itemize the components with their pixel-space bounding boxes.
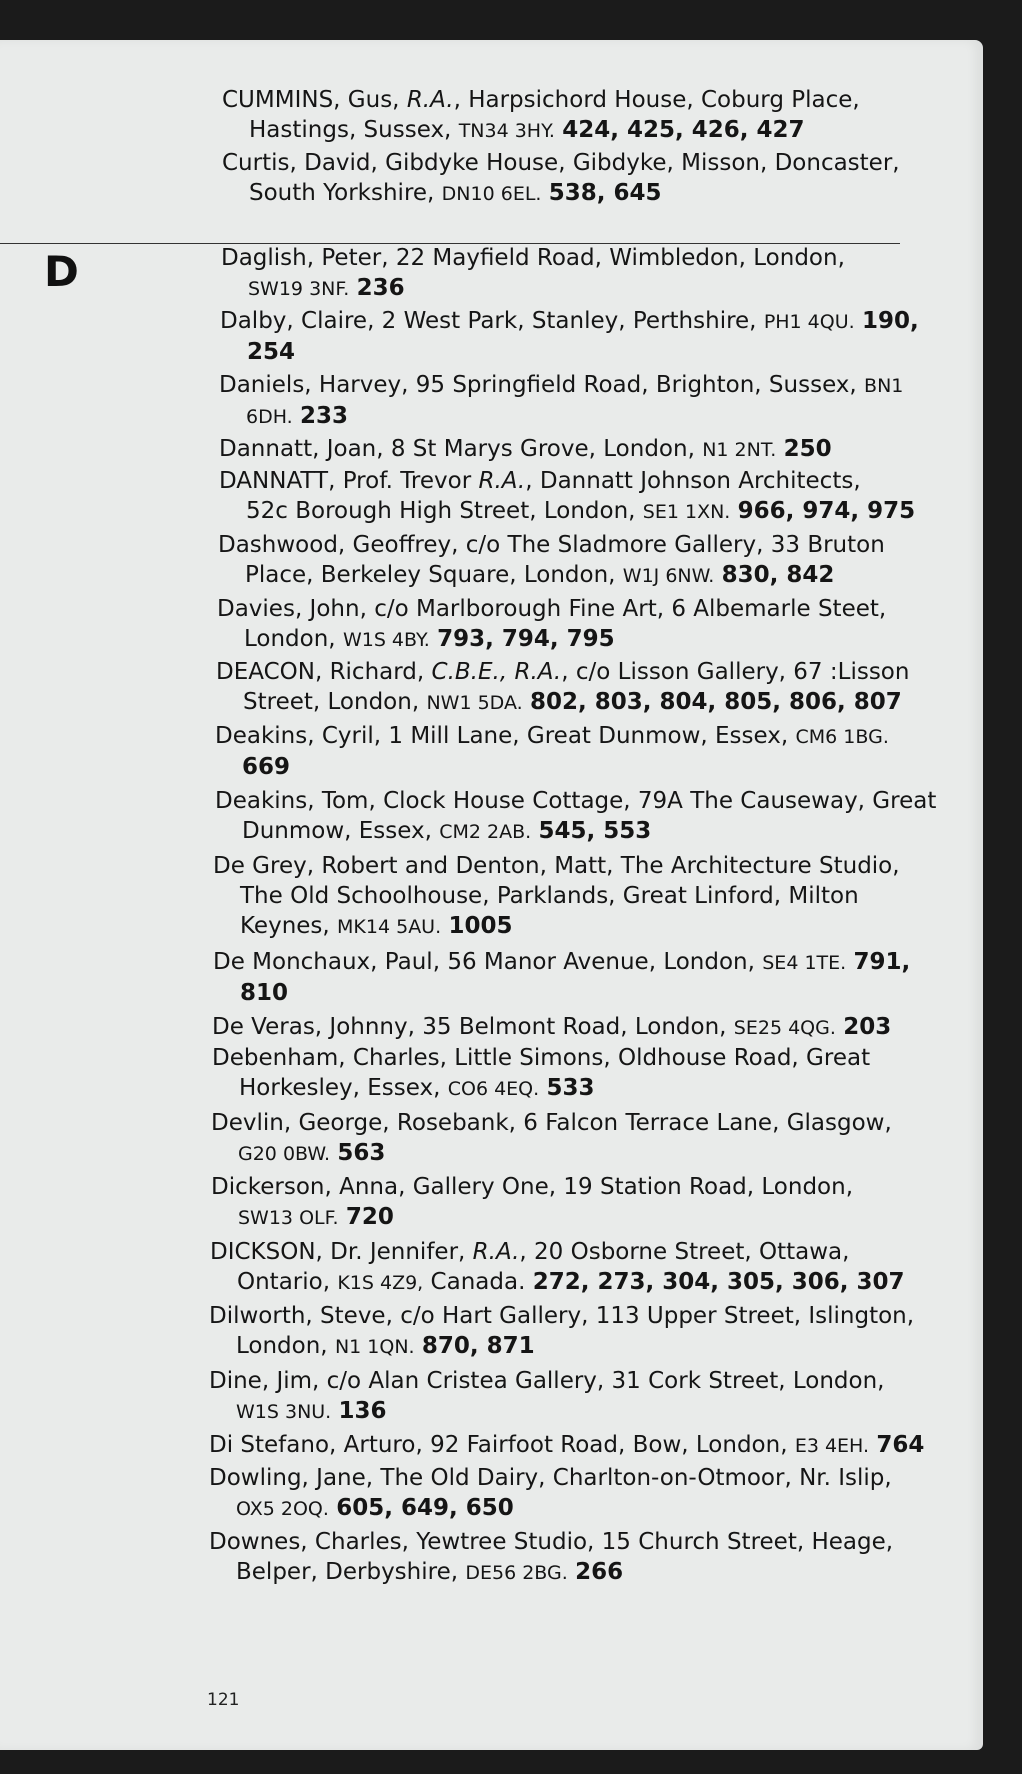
entry-text	[293, 403, 300, 429]
entry-text: Dickerson, Anna, Gallery One, 19 Station Road, London,	[211, 1174, 854, 1200]
entry-text	[714, 562, 721, 588]
entry-line	[219, 434, 832, 465]
entry-line	[209, 1331, 914, 1362]
entry-text: London,	[236, 1333, 335, 1359]
index-entry	[209, 1527, 893, 1588]
entry-text: Belper, Derbyshire,	[236, 1559, 466, 1585]
entry-line	[222, 178, 900, 209]
entry-text: Dilworth, Steve, c/o Hart Gallery, 113 Upper Street, Islington,	[209, 1303, 915, 1329]
entry-text: Dunmow, Essex,	[242, 818, 440, 844]
entry-text	[568, 1559, 575, 1585]
entry-text	[846, 949, 853, 975]
index-entry	[222, 148, 900, 209]
entry-line	[212, 1043, 870, 1073]
entry-text	[349, 275, 356, 301]
page-references: 720	[345, 1204, 394, 1230]
entry-line	[216, 687, 909, 718]
postcode: K1S 4Z9,	[337, 1272, 424, 1294]
entry-text: Downes, Charles, Yewtree Studio, 15 Church Street, Heage,	[209, 1529, 894, 1555]
page-references: 1005	[448, 913, 513, 939]
index-entry	[217, 594, 886, 655]
entry-line	[215, 721, 889, 752]
entry-text: Dannatt, Joan, 8 St Marys Grove, London,	[219, 436, 703, 462]
entry-text	[855, 308, 862, 334]
postcode: W1S 3NU.	[236, 1401, 332, 1423]
entry-line	[222, 85, 860, 115]
entry-text	[531, 818, 538, 844]
entry-text: CUMMINS, Gus,	[222, 87, 407, 113]
entry-line	[218, 560, 885, 591]
entry-line	[212, 1073, 870, 1104]
page-references: 563	[337, 1140, 386, 1166]
page-references: 793, 794, 795	[437, 626, 615, 652]
postcode: 6DH.	[246, 406, 293, 428]
entry-line	[213, 947, 910, 978]
entry-line	[222, 148, 900, 178]
postcode: SW13 OLF.	[238, 1207, 339, 1229]
postcode: CM2 2AB.	[439, 821, 532, 843]
entry-line	[213, 851, 900, 881]
postcode: CM6 1BG.	[795, 726, 889, 748]
entry-line	[213, 881, 900, 911]
page-references: 233	[300, 403, 349, 429]
entry-text: Dalby, Claire, 2 West Park, Stanley, Perthshire,	[220, 308, 764, 334]
entry-line	[219, 401, 903, 432]
index-entry	[209, 1463, 892, 1524]
entry-line	[209, 1430, 924, 1461]
postcode: CO6 4EQ.	[447, 1078, 540, 1100]
entry-text	[339, 1204, 346, 1230]
page-references: 764	[876, 1432, 925, 1458]
index-entry	[211, 1172, 853, 1233]
postcode: SE4 1TE.	[762, 952, 847, 974]
page-references: 870, 871	[421, 1333, 535, 1359]
entry-line	[209, 1463, 892, 1493]
index-entry	[209, 1301, 914, 1362]
honorific: C.B.E., R.A.	[431, 659, 562, 685]
postcode: N1 1QN.	[334, 1336, 415, 1358]
entry-line	[209, 1527, 893, 1557]
postcode: W1S 4BY.	[342, 629, 430, 651]
page-references: 533	[546, 1075, 595, 1101]
entry-line	[210, 1267, 904, 1298]
section-letter: D	[44, 247, 79, 296]
postcode: DN10 6EL.	[441, 183, 542, 205]
postcode: TN34 3HY.	[458, 120, 555, 142]
entry-text: Curtis, David, Gibdyke House, Gibdyke, Misson, Doncaster,	[222, 150, 900, 176]
entry-text: , c/o Lisson Gallery, 67 :Lisson	[561, 659, 910, 685]
index-entry	[210, 1237, 904, 1298]
index-entry	[209, 1430, 924, 1461]
postcode: OX5 2OQ.	[236, 1498, 329, 1520]
entry-line	[209, 1557, 893, 1588]
page-references: 266	[575, 1559, 624, 1585]
entry-line	[209, 1396, 884, 1427]
entry-line	[218, 530, 885, 560]
entry-line	[217, 594, 886, 624]
postcode: N1 2NT.	[702, 439, 777, 461]
page-references: 136	[338, 1398, 387, 1424]
entry-text: Hastings, Sussex,	[249, 117, 459, 143]
entry-text: Dashwood, Geoffrey, c/o The Sladmore Gallery, 33 Bruton	[218, 532, 885, 558]
page-number: 121	[207, 1690, 240, 1710]
index-entry	[221, 243, 845, 304]
index-entry	[219, 466, 915, 527]
entry-text: DICKSON, Dr. Jennifer,	[210, 1239, 473, 1265]
page-references: 254	[247, 339, 296, 365]
entry-text: , Harpsichord House, Coburg Place,	[453, 87, 860, 113]
page-references: 236	[356, 275, 405, 301]
index-entry	[213, 851, 900, 942]
entry-line	[211, 1138, 892, 1169]
entry-line	[209, 1493, 892, 1524]
postcode: E3 4EH.	[794, 1435, 870, 1457]
entry-line	[220, 306, 919, 337]
entry-text: Horkesley, Essex,	[239, 1075, 448, 1101]
entry-text: Street, London,	[243, 689, 427, 715]
entry-line	[217, 624, 886, 655]
entry-line	[209, 1366, 884, 1396]
page-references: 605, 649, 650	[336, 1495, 514, 1521]
page-references: 424, 425, 426, 427	[562, 117, 805, 143]
index-entry	[215, 786, 936, 847]
entry-line	[209, 1301, 914, 1331]
page-references: 810	[240, 980, 289, 1006]
entry-line	[221, 243, 845, 273]
entry-text: Place, Berkeley Square, London,	[245, 562, 623, 588]
entry-text	[415, 1333, 422, 1359]
honorific: R.A.	[478, 468, 526, 494]
honorific: R.A.	[406, 87, 454, 113]
index-entry	[215, 721, 889, 782]
entry-text	[776, 436, 783, 462]
entry-line	[212, 1012, 891, 1043]
book-page	[0, 40, 983, 1750]
entry-line	[216, 657, 909, 687]
postcode: G20 0BW.	[238, 1143, 331, 1165]
index-entry	[212, 1043, 870, 1104]
entry-text: South Yorkshire,	[249, 180, 442, 206]
entry-line	[215, 752, 889, 782]
index-entry	[220, 306, 919, 367]
entry-text: Dowling, Jane, The Old Dairy, Charlton-on-Otmoor, Nr. Islip,	[209, 1465, 892, 1491]
entry-text: De Monchaux, Paul, 56 Manor Avenue, London,	[213, 949, 763, 975]
postcode: MK14 5AU.	[337, 916, 442, 938]
entry-text	[331, 1398, 338, 1424]
index-entry	[219, 434, 832, 465]
entry-text: , 20 Osborne Street, Ottawa,	[519, 1239, 850, 1265]
index-entry	[213, 947, 910, 1008]
entry-text: Daglish, Peter, 22 Mayfield Road, Wimbledon, London,	[221, 245, 845, 271]
index-entry	[216, 657, 909, 718]
entry-text: Canada.	[423, 1269, 533, 1295]
entry-line	[219, 496, 915, 527]
entry-line	[215, 786, 936, 816]
entry-line	[210, 1237, 904, 1267]
entry-text: Devlin, George, Rosebank, 6 Falcon Terrace Lane, Glasgow,	[211, 1110, 892, 1136]
index-entry	[218, 530, 885, 591]
entry-text: Di Stefano, Arturo, 92 Fairfoot Road, Bow, London,	[209, 1432, 795, 1458]
page-references: 272, 273, 304, 305, 306, 307	[532, 1269, 905, 1295]
entry-line	[213, 978, 910, 1008]
postcode: NW1 5DA.	[426, 692, 523, 714]
entry-text	[730, 498, 737, 524]
entry-text: Dine, Jim, c/o Alan Cristea Gallery, 31 Cork Street, London,	[209, 1368, 885, 1394]
entry-text	[541, 180, 548, 206]
postcode: SE1 1XN.	[642, 501, 731, 523]
entry-text: , Dannatt Johnson Architects,	[525, 468, 861, 494]
page-references: 802, 803, 804, 805, 806, 807	[529, 689, 902, 715]
entry-text: De Grey, Robert and Denton, Matt, The Architecture Studio,	[213, 853, 900, 879]
entry-text: DANNATT, Prof. Trevor	[219, 468, 479, 494]
entry-text: 52c Borough High Street, London,	[246, 498, 643, 524]
entry-text	[523, 689, 530, 715]
honorific: R.A.	[472, 1239, 520, 1265]
entry-text: Debenham, Charles, Little Simons, Oldhouse Road, Great	[212, 1045, 871, 1071]
entry-line	[222, 115, 860, 146]
postcode: SE25 4QG.	[733, 1017, 836, 1039]
entry-text: Keynes,	[240, 913, 338, 939]
entry-line	[211, 1202, 853, 1233]
postcode: BN1	[864, 375, 904, 397]
entry-line	[215, 816, 936, 847]
page-references: 966, 974, 975	[737, 498, 916, 524]
entry-text: Deakins, Cyril, 1 Mill Lane, Great Dunmow, Essex,	[215, 723, 796, 749]
entry-text: Davies, John, c/o Marlborough Fine Art, 6 Albemarle Steet,	[217, 596, 887, 622]
entry-line	[219, 370, 903, 401]
index-entry	[219, 370, 903, 432]
page-references: 830, 842	[721, 562, 835, 588]
index-entry	[212, 1012, 891, 1043]
entry-text: De Veras, Johnny, 35 Belmont Road, London,	[212, 1014, 734, 1040]
page-references: 250	[783, 436, 832, 462]
entry-line	[211, 1108, 892, 1138]
entry-text: Deakins, Tom, Clock House Cottage, 79A The Causeway, Great	[215, 788, 937, 814]
page-references: 791,	[853, 949, 911, 975]
index-entry	[209, 1366, 884, 1427]
entry-text: Daniels, Harvey, 95 Springfield Road, Brighton, Sussex,	[219, 372, 865, 398]
page-references: 203	[843, 1014, 892, 1040]
postcode: PH1 4QU.	[763, 311, 855, 333]
postcode: SW19 3NF.	[248, 278, 350, 300]
entry-line	[220, 337, 919, 367]
index-entry	[222, 85, 860, 146]
entry-text: London,	[244, 626, 343, 652]
postcode: W1J 6NW.	[622, 565, 715, 587]
entry-line	[219, 466, 915, 496]
entry-text	[430, 626, 437, 652]
page-references: 545, 553	[538, 818, 652, 844]
entry-text: DEACON, Richard,	[216, 659, 432, 685]
entry-line	[221, 273, 845, 304]
entry-text: Ontario,	[237, 1269, 338, 1295]
entry-line	[211, 1172, 853, 1202]
page-references: 538, 645	[548, 180, 662, 206]
postcode: DE56 2BG.	[465, 1562, 568, 1584]
entry-text: The Old Schoolhouse, Parklands, Great Linford, Milton	[240, 883, 859, 909]
index-entry	[211, 1108, 892, 1169]
entry-line	[213, 911, 900, 942]
page-references: 190,	[862, 308, 919, 334]
page-references: 669	[242, 754, 291, 780]
